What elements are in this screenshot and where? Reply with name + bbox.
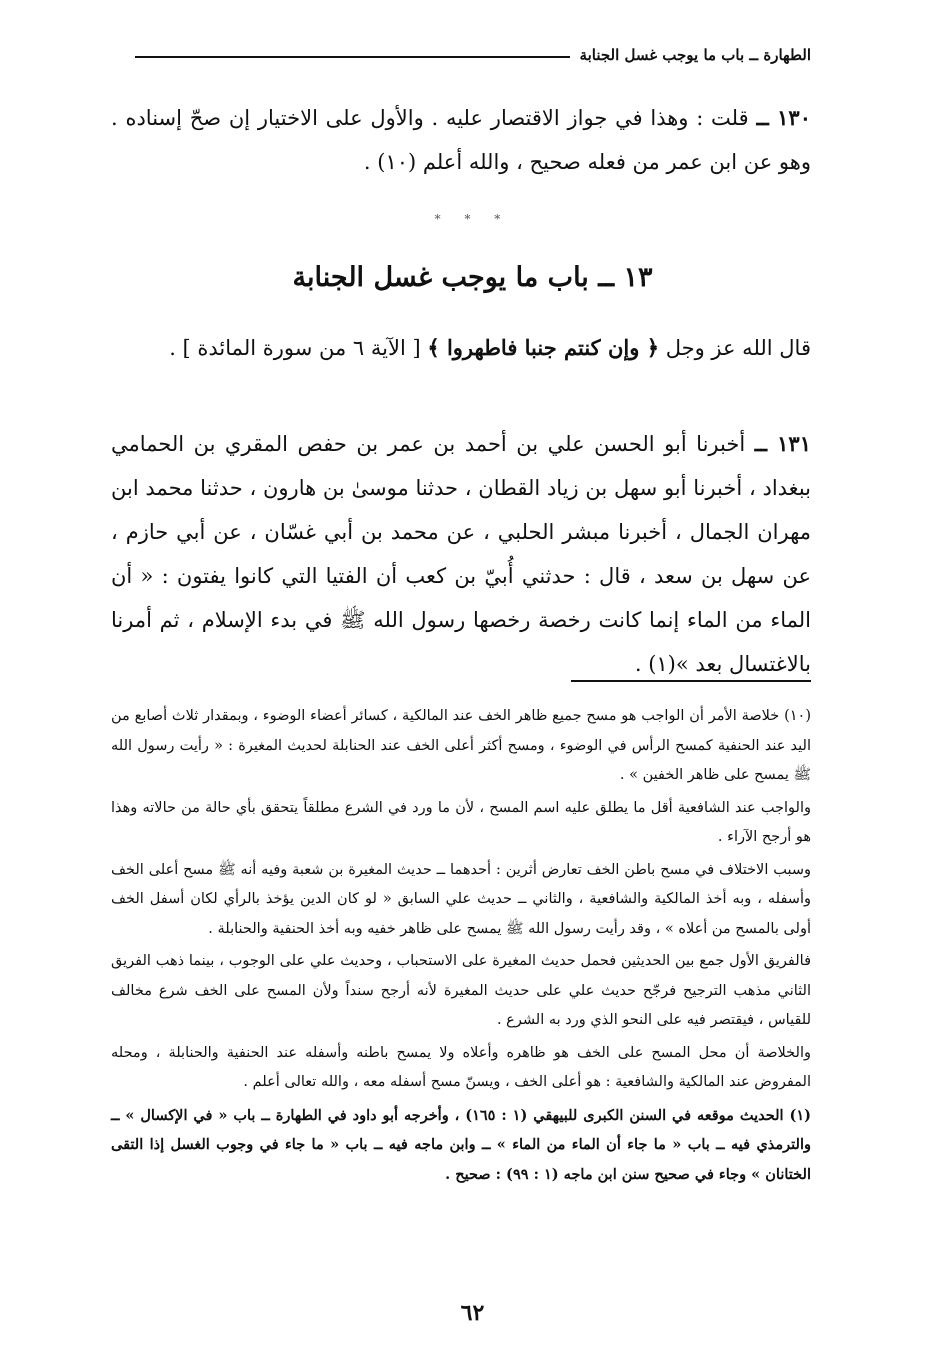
- paragraph-number: ١٣١ ــ: [754, 431, 811, 456]
- paragraph-number: ١٣٠ ــ: [756, 105, 811, 130]
- section-separator: * * *: [434, 212, 511, 226]
- page-number: ٦٢: [460, 1300, 485, 1326]
- paragraph-130: [111, 96, 811, 184]
- footnote-separator: [571, 680, 811, 682]
- footnote-10-a: (١٠) خلاصة الأمر أن الواجب هو مسح جميع ظاهر الخف عند المالكية ، كسائر أعضاء الوضوء ، وبمقدار ثلاث أصابع من اليد عند الحنفية كمسح الرأس في الوضوء ، ومسح أكثر أعلى الخف عند الحنابلة لحديث المغيرة : « رأيت رسول الله ﷺ يمسح على ظاهر الخفين » .: [111, 708, 811, 783]
- footnote-1: (١) الحديث موقعه في السنن الكبرى للبيهقي (١ : ١٦٥) ، وأخرجه أبو داود في الطهارة ــ باب « في الإكسال » ــ والترمذي فيه ــ باب « ما جاء أن الماء من الماء » ــ وابن ماجه فيه ــ باب « ما جاء في وجوب الغسل إذا التقى الختانان » وجاء في صحيح سنن ابن ماجه (١ : ٩٩) : صحيح .: [111, 1106, 811, 1183]
- verse-reference: [ الآية ٦ من سورة المائدة ] .: [169, 336, 421, 360]
- running-head-rule: [135, 56, 570, 58]
- paragraph-text: أخبرنا أبو الحسن علي بن أحمد بن عمر بن حفص المقري بن الحمامي ببغداد ، أخبرنا أبو سهل بن زياد القطان ، حدثنا موسىٰ بن هارون ، حدثنا محمد ابن مهران الجمال ، أخبرنا مبشر الحلبي ، عن محمد بن أبي غسّان ، عن أبي حازم ، عن سهل بن سعد ، قال : حدثني أُبيّ بن كعب أن الفتيا التي كانوا يفتون : « أن الماء من الماء إنما كانت رخصة رخصها رسول الله ﷺ في بدء الإسلام ، ثم أمرنا بالاغتسال بعد »(١) .: [111, 432, 811, 676]
- verse-intro: قال الله عز وجل: [665, 336, 811, 360]
- footnote-10-b: والواجب عند الشافعية أقل ما يطلق عليه اسم المسح ، لأن ما ورد في الشرع مطلقاً يتحقق بأي حالة من حالاته وهذا هو أرجح الآراء .: [111, 799, 811, 845]
- verse-text: ﴿ وإن كنتم جنبا فاطهروا ﴾: [427, 335, 659, 360]
- running-head: [135, 46, 811, 64]
- footnote-10-d: فالفريق الأول جمع بين الحديثين فحمل حديث المغيرة على الاستحباب ، وحديث علي على الوجوب ، بينما ذهب الفريق الثاني مذهب الترجيح فرجّح حديث علي على حديث المغيرة لأنه أرجح سنداً ولأن المسح على الخف شرع مخالف للقياس ، فيقتصر فيه على النحو الذي ورد به الشرع .: [111, 953, 811, 1028]
- chapter-title: ١٣ ــ باب ما يوجب غسل الجنابة: [292, 262, 653, 293]
- footnotes: [111, 702, 811, 1192]
- running-head-title: الطهارة ــ باب ما يوجب غسل الجنابة: [579, 46, 811, 64]
- footnote-10-c: وسبب الاختلاف في مسح باطن الخف تعارض أثرين : أحدهما ــ حديث المغيرة بن شعبة وفيه أنه ﷺ مسح أعلى الخف وأسفله ، وبه أخذ المالكية والشافعية ، والثاني ــ حديث علي السابق « لو كان الدين يؤخذ بالرأي لكان أسفل الخف أولى بالمسح من أعلاه » ، وقد رأيت رسول الله ﷺ يمسح على ظاهر خفيه وبه أخذ الحنفية والحنابلة .: [111, 861, 811, 937]
- verse-paragraph: [111, 326, 811, 370]
- paragraph-131: [111, 422, 811, 686]
- footnote-10-e: والخلاصة أن محل المسح على الخف هو ظاهره وأعلاه ولا يمسح باطنه وأسفله عند الحنفية والحنابلة ، ومحله المفروض عند المالكية والشافعية : هو أعلى الخف ، ويسنّ مسح أسفله معه ، والله تعالى أعلم .: [111, 1044, 811, 1090]
- paragraph-text: قلت : وهذا في جواز الاقتصار عليه . والأول على الاختيار إن صحّ إسناده . وهو عن ابن عمر من فعله صحيح ، والله أعلم (١٠) .: [111, 106, 811, 174]
